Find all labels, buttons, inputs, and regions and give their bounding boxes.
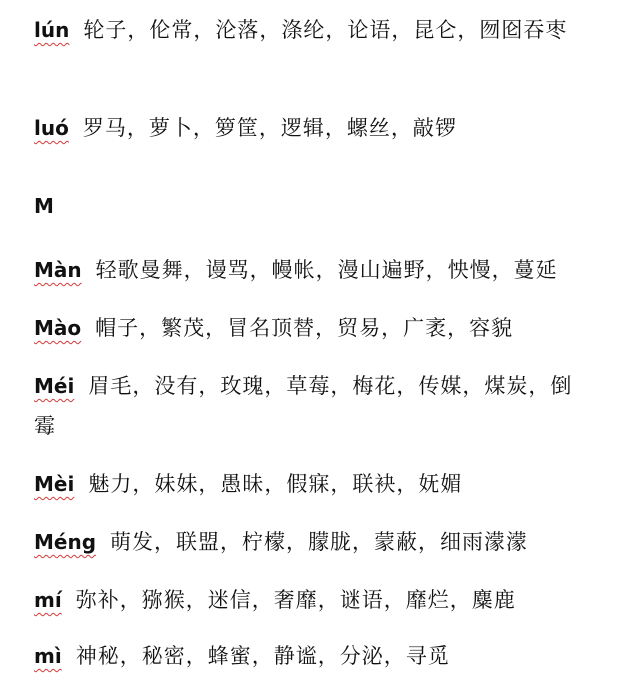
entry-mei4 <box>34 464 594 504</box>
word-list: 弥补，猕猴，迷信，奢靡，谜语，靡烂，麋鹿 <box>75 588 516 612</box>
pinyin-label: Màn <box>34 258 82 282</box>
entry-mi2 <box>34 580 594 620</box>
word-list: 眉毛，没有，玫瑰，草莓，梅花，传媒，煤炭，倒霉 <box>34 374 573 438</box>
word-list: 魅力，妹妹，愚昧，假寐，联袂，妩媚 <box>88 472 463 496</box>
word-list: 罗马，萝卜，箩筐，逻辑，螺丝，敲锣 <box>82 116 457 140</box>
entry-lun <box>34 10 594 50</box>
pinyin-label: Méi <box>34 374 75 398</box>
entry-mi4 <box>34 636 594 676</box>
pinyin-label: Mào <box>34 316 82 340</box>
word-list: 轻歌曼舞，谩骂，幔帐，漫山遍野，怏慢，蔓延 <box>95 258 558 282</box>
word-list: 轮子，伦常，沦落，涤纶，论语，昆仑，囫囵吞枣 <box>83 18 568 42</box>
entry-man <box>34 250 594 290</box>
pinyin-label: mì <box>34 644 62 668</box>
pinyin-label: Méng <box>34 530 97 554</box>
pinyin-label: lún <box>34 18 70 42</box>
pinyin-label: mí <box>34 588 62 612</box>
word-list: 帽子，繁茂，冒名顶替，贸易，广袤，容貌 <box>95 316 514 340</box>
word-list: 萌发，联盟，柠檬，朦胧，蒙蔽，细雨濛濛 <box>110 530 529 554</box>
entry-meng <box>34 522 594 562</box>
word-list: 神秘，秘密，蜂蜜，静谧，分泌，寻觅 <box>75 644 450 668</box>
entry-luo <box>34 108 594 148</box>
entry-mao <box>34 308 594 348</box>
pinyin-label: luó <box>34 116 69 140</box>
section-letter-heading: M <box>34 194 54 218</box>
entry-mei2 <box>34 366 594 446</box>
pinyin-label: Mèi <box>34 472 75 496</box>
